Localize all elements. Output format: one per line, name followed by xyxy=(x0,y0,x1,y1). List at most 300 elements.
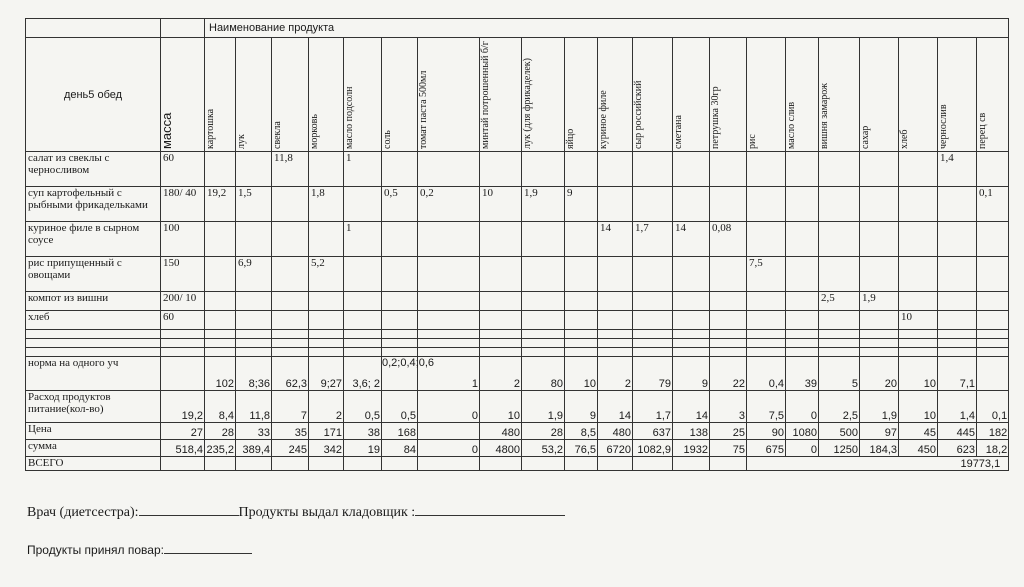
blank-row xyxy=(26,339,1009,348)
blank-cell xyxy=(309,339,344,348)
dish-product-amount xyxy=(205,152,236,187)
total-blank-cell xyxy=(344,457,382,471)
consumption-value: 10 xyxy=(899,391,938,423)
product-column-label: хлеб xyxy=(899,129,910,149)
norm-mass-cell xyxy=(161,357,205,391)
total-blank-cell xyxy=(673,457,710,471)
sum-value: 19 xyxy=(344,440,382,457)
dish-product-amount xyxy=(899,187,938,222)
sum-value: 675 xyxy=(747,440,786,457)
blank-cell xyxy=(236,339,272,348)
dish-product-amount xyxy=(673,257,710,292)
dish-product-amount xyxy=(860,222,899,257)
blank-cell xyxy=(860,330,899,339)
blank-cell xyxy=(786,330,819,339)
dish-product-amount: 19,2 xyxy=(205,187,236,222)
dish-product-amount xyxy=(977,152,1009,187)
price-value: 168 xyxy=(382,423,418,440)
norm-value: 3,6; 2 xyxy=(344,357,382,391)
dish-product-amount: 11,8 xyxy=(272,152,309,187)
dish-product-amount: 1,7 xyxy=(633,222,673,257)
dish-product-amount xyxy=(344,311,382,330)
sum-value: 4800 xyxy=(480,440,522,457)
blank-cell xyxy=(272,339,309,348)
blank-cell xyxy=(382,330,418,339)
blank-cell xyxy=(899,330,938,339)
norm-value: 1 xyxy=(418,357,480,391)
total-blank-cell xyxy=(565,457,598,471)
doctor-label: Врач (диетсестра): xyxy=(27,505,139,520)
blank-cell xyxy=(522,330,565,339)
blank-cell xyxy=(747,330,786,339)
blank-cell xyxy=(309,348,344,357)
dish-product-amount xyxy=(710,292,747,311)
dish-product-amount xyxy=(205,257,236,292)
dish-product-amount xyxy=(309,222,344,257)
dish-product-amount xyxy=(786,222,819,257)
dish-name: салат из свеклы с черносливом xyxy=(26,152,161,187)
mass-header-label: масса xyxy=(159,112,174,149)
dish-product-amount xyxy=(633,187,673,222)
blank-cell xyxy=(977,339,1009,348)
sum-value: 18,2 xyxy=(977,440,1009,457)
day-label: день5 обед xyxy=(26,38,161,152)
dish-row xyxy=(26,222,1009,257)
dish-product-amount xyxy=(205,292,236,311)
dish-product-amount xyxy=(382,292,418,311)
product-column-label: лук (для фрикаделек) xyxy=(522,58,533,149)
blank-cell xyxy=(938,348,977,357)
dish-product-amount xyxy=(710,152,747,187)
dish-product-amount xyxy=(899,257,938,292)
norm-value: 20 xyxy=(860,357,899,391)
price-row xyxy=(26,423,1009,440)
dish-product-amount xyxy=(710,257,747,292)
dish-product-amount xyxy=(977,311,1009,330)
mass-header xyxy=(161,38,205,152)
dish-product-amount xyxy=(480,152,522,187)
dish-product-amount: 9 xyxy=(565,187,598,222)
dish-product-amount xyxy=(480,292,522,311)
dish-product-amount xyxy=(382,257,418,292)
dish-product-amount xyxy=(786,311,819,330)
total-blank-cell xyxy=(161,457,205,471)
dish-product-amount xyxy=(977,222,1009,257)
blank-cell xyxy=(344,348,382,357)
product-column-label: сыр российский xyxy=(633,80,644,149)
sum-value: 235,2 xyxy=(205,440,236,457)
consumption-value: 7,5 xyxy=(747,391,786,423)
storekeeper-label: Продукты выдал кладовщик : xyxy=(238,505,416,520)
total-label: ВСЕГО xyxy=(26,457,161,471)
product-column-label: свекла xyxy=(272,121,283,149)
blank-cell xyxy=(710,330,747,339)
dish-product-amount xyxy=(819,187,860,222)
total-blank-cell xyxy=(633,457,673,471)
total-blank-cell xyxy=(418,457,480,471)
dish-product-amount xyxy=(860,257,899,292)
price-value: 28 xyxy=(205,423,236,440)
dish-product-amount xyxy=(860,187,899,222)
blank-cell xyxy=(899,339,938,348)
dish-mass: 150 xyxy=(161,257,205,292)
price-value: 138 xyxy=(673,423,710,440)
product-column-label: петрушка 30гр xyxy=(710,86,721,149)
dish-product-amount xyxy=(899,292,938,311)
blank-cell xyxy=(819,330,860,339)
norm-value: 39 xyxy=(786,357,819,391)
blank-cell xyxy=(977,330,1009,339)
doctor-signature-line xyxy=(27,505,565,521)
norm-value: 22 xyxy=(710,357,747,391)
product-column-header xyxy=(860,38,899,152)
dish-product-amount xyxy=(382,152,418,187)
product-column-label: томат паста 500мл xyxy=(418,70,429,149)
blank-cell xyxy=(977,348,1009,357)
consumption-value: 0 xyxy=(786,391,819,423)
norm-value: 10 xyxy=(565,357,598,391)
dish-product-amount xyxy=(565,152,598,187)
dish-product-amount xyxy=(899,222,938,257)
dish-row xyxy=(26,187,1009,222)
storekeeper-signature-blank xyxy=(415,515,565,516)
dish-product-amount xyxy=(382,311,418,330)
dish-product-amount xyxy=(522,311,565,330)
product-column-label: чернослив xyxy=(938,104,949,149)
sum-value: 450 xyxy=(899,440,938,457)
product-column-label: сахар xyxy=(860,125,871,149)
sum-value: 76,5 xyxy=(565,440,598,457)
product-column-header xyxy=(522,38,565,152)
blank-cell xyxy=(26,348,161,357)
dish-product-amount xyxy=(747,311,786,330)
dish-product-amount: 10 xyxy=(899,311,938,330)
blank-cell xyxy=(633,348,673,357)
dish-product-amount xyxy=(205,222,236,257)
sum-value: 0 xyxy=(786,440,819,457)
product-column-header xyxy=(205,38,236,152)
dish-name: рис припущенный с овощами xyxy=(26,257,161,292)
product-column-header xyxy=(565,38,598,152)
total-blank-cell xyxy=(598,457,633,471)
cook-signature-blank xyxy=(164,553,252,554)
norm-value: 102 xyxy=(205,357,236,391)
blank-cell xyxy=(26,339,161,348)
total-blank-cell xyxy=(480,457,522,471)
product-column-label: картошка xyxy=(205,108,216,149)
norm-value: 62,3 xyxy=(272,357,309,391)
total-blank-cell xyxy=(309,457,344,471)
dish-product-amount xyxy=(819,152,860,187)
price-value: 171 xyxy=(309,423,344,440)
sum-value: 1082,9 xyxy=(633,440,673,457)
title-row xyxy=(26,19,1009,38)
total-blank-cell xyxy=(382,457,418,471)
dish-product-amount xyxy=(598,292,633,311)
product-column-header xyxy=(309,38,344,152)
norm-value: 80 xyxy=(522,357,565,391)
dish-product-amount xyxy=(977,292,1009,311)
dish-product-amount xyxy=(673,292,710,311)
dish-product-amount: 14 xyxy=(673,222,710,257)
norm-value: 7,1 xyxy=(938,357,977,391)
dish-product-amount xyxy=(786,187,819,222)
blank-cell xyxy=(309,330,344,339)
dish-mass: 60 xyxy=(161,311,205,330)
dish-product-amount xyxy=(522,292,565,311)
cook-label: Продукты принял повар: xyxy=(27,543,164,557)
dish-product-amount xyxy=(710,187,747,222)
dish-product-amount: 5,2 xyxy=(309,257,344,292)
consumption-value: 2,5 xyxy=(819,391,860,423)
consumption-label: Расход продуктов питание(кол-во) xyxy=(26,391,161,423)
dish-product-amount xyxy=(522,152,565,187)
dish-product-amount: 0,08 xyxy=(710,222,747,257)
product-column-header xyxy=(480,38,522,152)
dish-product-amount xyxy=(418,152,480,187)
total-blank-cell xyxy=(710,457,747,471)
menu-requirement-table xyxy=(25,18,1009,471)
dish-product-amount: 1,9 xyxy=(522,187,565,222)
consumption-value: 7 xyxy=(272,391,309,423)
dish-product-amount xyxy=(272,311,309,330)
product-column-label: морковь xyxy=(309,114,320,149)
dish-product-amount xyxy=(633,257,673,292)
price-value: 480 xyxy=(598,423,633,440)
price-value: 1080 xyxy=(786,423,819,440)
price-value: 8,5 xyxy=(565,423,598,440)
dish-product-amount xyxy=(344,257,382,292)
consumption-value: 1,7 xyxy=(633,391,673,423)
product-column-label: рис xyxy=(747,134,758,149)
dish-product-amount: 0,1 xyxy=(977,187,1009,222)
blank-cell xyxy=(747,348,786,357)
column-header-row xyxy=(26,38,1009,152)
price-value: 500 xyxy=(819,423,860,440)
norm-value: 2 xyxy=(480,357,522,391)
sum-row xyxy=(26,440,1009,457)
dish-product-amount: 10 xyxy=(480,187,522,222)
blank-row xyxy=(26,330,1009,339)
blank-cell xyxy=(382,348,418,357)
dish-product-amount: 1 xyxy=(344,222,382,257)
consumption-value: 14 xyxy=(673,391,710,423)
price-value: 27 xyxy=(161,423,205,440)
dish-product-amount xyxy=(236,311,272,330)
norm-value: 2 xyxy=(598,357,633,391)
dish-product-amount xyxy=(633,311,673,330)
norm-value: 0,4 xyxy=(747,357,786,391)
dish-product-amount xyxy=(598,257,633,292)
sum-value: 6720 xyxy=(598,440,633,457)
product-column-label: масло слив xyxy=(786,101,797,149)
consumption-value: 10 xyxy=(480,391,522,423)
dish-product-amount xyxy=(747,152,786,187)
product-column-header xyxy=(272,38,309,152)
blank-row xyxy=(26,348,1009,357)
price-value: 90 xyxy=(747,423,786,440)
product-column-label: куриное филе xyxy=(598,90,609,149)
product-column-header xyxy=(382,38,418,152)
dish-row xyxy=(26,311,1009,330)
product-column-label: яйцо xyxy=(565,128,576,149)
dish-row xyxy=(26,152,1009,187)
dish-product-amount xyxy=(418,311,480,330)
dish-product-amount xyxy=(673,311,710,330)
blank-cell xyxy=(480,330,522,339)
consumption-value: 0,5 xyxy=(344,391,382,423)
blank-cell xyxy=(860,339,899,348)
dish-product-amount xyxy=(309,152,344,187)
dish-product-amount xyxy=(309,311,344,330)
price-value: 445 xyxy=(938,423,977,440)
consumption-value: 3 xyxy=(710,391,747,423)
blank-cell xyxy=(786,348,819,357)
blank-cell xyxy=(673,330,710,339)
dish-product-amount: 0,2 xyxy=(418,187,480,222)
blank-cell xyxy=(747,339,786,348)
blank-cell xyxy=(633,339,673,348)
sum-value: 184,3 xyxy=(860,440,899,457)
sum-value: 1932 xyxy=(673,440,710,457)
dish-product-amount: 7,5 xyxy=(747,257,786,292)
product-column-label: перец св xyxy=(977,112,988,149)
sum-value: 75 xyxy=(710,440,747,457)
dish-product-amount xyxy=(418,257,480,292)
blank-cell xyxy=(205,348,236,357)
product-column-header xyxy=(819,38,860,152)
blank-cell xyxy=(565,330,598,339)
blank-cell xyxy=(899,348,938,357)
dish-mass: 100 xyxy=(161,222,205,257)
dish-product-amount xyxy=(522,222,565,257)
sum-value: 53,2 xyxy=(522,440,565,457)
consumption-value: 0 xyxy=(418,391,480,423)
dish-product-amount xyxy=(819,222,860,257)
blank-cell xyxy=(236,330,272,339)
product-column-header xyxy=(899,38,938,152)
blank-cell xyxy=(205,330,236,339)
dish-product-amount: 1,8 xyxy=(309,187,344,222)
dish-product-amount xyxy=(819,311,860,330)
blank-cell xyxy=(598,330,633,339)
dish-product-amount xyxy=(710,311,747,330)
blank-cell xyxy=(382,339,418,348)
dish-product-amount xyxy=(344,187,382,222)
blank-cell xyxy=(272,348,309,357)
dish-product-amount xyxy=(272,187,309,222)
dish-product-amount: 0,5 xyxy=(382,187,418,222)
dish-name: хлеб xyxy=(26,311,161,330)
consumption-row xyxy=(26,391,1009,423)
consumption-value: 9 xyxy=(565,391,598,423)
dish-product-amount xyxy=(633,292,673,311)
dish-product-amount: 6,9 xyxy=(236,257,272,292)
blank-cell xyxy=(236,348,272,357)
price-value: 33 xyxy=(236,423,272,440)
dish-product-amount: 1,5 xyxy=(236,187,272,222)
blank-cell xyxy=(786,339,819,348)
product-column-label: масло подсолн xyxy=(344,86,355,149)
sum-value: 1250 xyxy=(819,440,860,457)
price-value: 480 xyxy=(480,423,522,440)
consumption-value: 0,5 xyxy=(382,391,418,423)
blank-cell xyxy=(205,339,236,348)
consumption-value: 1,4 xyxy=(938,391,977,423)
dish-product-amount xyxy=(272,292,309,311)
sum-label: сумма xyxy=(26,440,161,457)
price-value: 35 xyxy=(272,423,309,440)
consumption-value: 8,4 xyxy=(205,391,236,423)
price-value: 182 xyxy=(977,423,1009,440)
norm-row xyxy=(26,357,1009,391)
blank-cell xyxy=(565,348,598,357)
product-column-label: лук xyxy=(236,134,247,149)
norm-value: 10 xyxy=(899,357,938,391)
consumption-value: 11,8 xyxy=(236,391,272,423)
blank-cell xyxy=(819,339,860,348)
norm-value: 8;36 xyxy=(236,357,272,391)
dish-product-amount xyxy=(565,222,598,257)
blank-cell xyxy=(344,330,382,339)
product-column-header xyxy=(710,38,747,152)
dish-product-amount xyxy=(205,311,236,330)
blank-cell xyxy=(480,348,522,357)
dish-product-amount xyxy=(747,187,786,222)
dish-product-amount: 1,4 xyxy=(938,152,977,187)
norm-label: норма на одного уч xyxy=(26,357,161,391)
blank-cell xyxy=(565,339,598,348)
dish-mass: 60 xyxy=(161,152,205,187)
dish-product-amount xyxy=(565,257,598,292)
dish-product-amount xyxy=(860,311,899,330)
product-column-label: сметана xyxy=(673,115,684,149)
dish-product-amount xyxy=(938,311,977,330)
blank-cell xyxy=(522,339,565,348)
blank-cell xyxy=(938,330,977,339)
dish-product-amount xyxy=(418,222,480,257)
product-column-label: соль xyxy=(382,130,393,149)
product-column-header xyxy=(633,38,673,152)
corner-mass-cell xyxy=(161,19,205,38)
dish-product-amount xyxy=(786,152,819,187)
dish-product-amount xyxy=(786,257,819,292)
product-column-header xyxy=(938,38,977,152)
price-value: 637 xyxy=(633,423,673,440)
dish-product-amount xyxy=(786,292,819,311)
product-column-header xyxy=(673,38,710,152)
dish-name: суп картофельный с рыбными фрикадельками xyxy=(26,187,161,222)
dish-product-amount: 1 xyxy=(344,152,382,187)
price-value: 97 xyxy=(860,423,899,440)
consumption-value: 1,9 xyxy=(522,391,565,423)
consumption-value: 0,1 xyxy=(977,391,1009,423)
sum-value: 518,4 xyxy=(161,440,205,457)
dish-product-amount xyxy=(344,292,382,311)
dish-product-amount xyxy=(480,257,522,292)
blank-cell xyxy=(161,348,205,357)
price-label: Цена xyxy=(26,423,161,440)
dish-product-amount: 1,9 xyxy=(860,292,899,311)
dish-product-amount xyxy=(598,311,633,330)
dish-product-amount: 2,5 xyxy=(819,292,860,311)
total-blank-cell xyxy=(205,457,236,471)
sum-value: 84 xyxy=(382,440,418,457)
consumption-value: 14 xyxy=(598,391,633,423)
dish-product-amount xyxy=(236,222,272,257)
product-column-header xyxy=(977,38,1009,152)
dish-product-amount xyxy=(236,152,272,187)
